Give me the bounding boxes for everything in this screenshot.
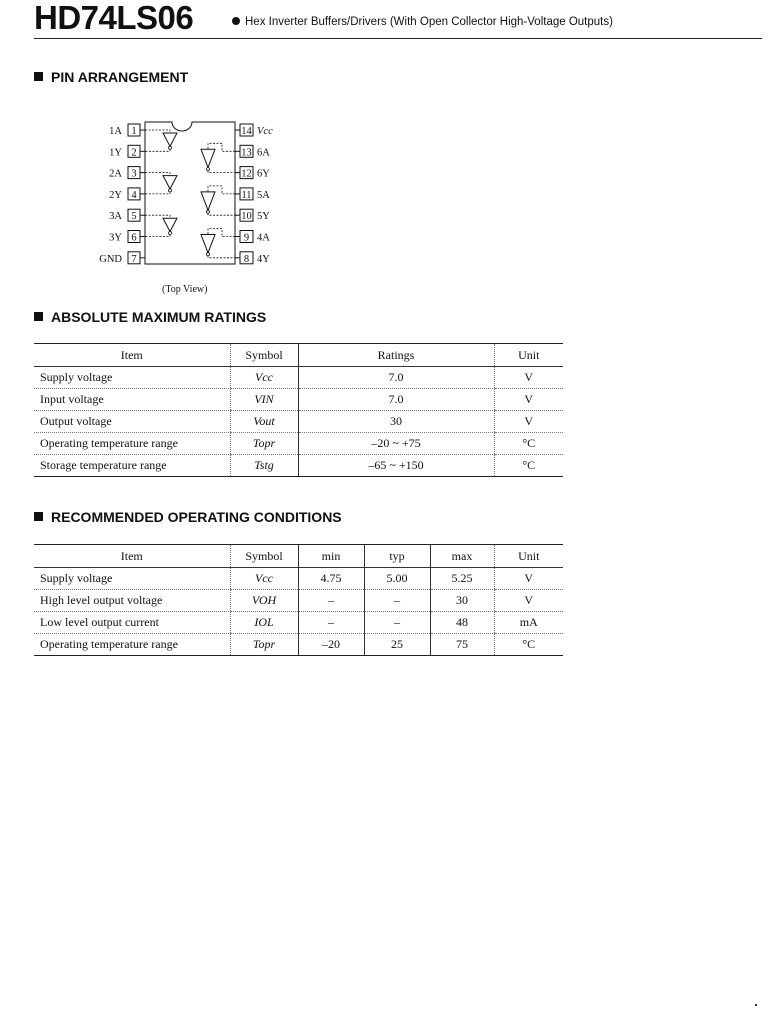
unit-cell: V [494, 590, 563, 612]
table-row [34, 634, 563, 656]
column-header: Item [34, 545, 230, 568]
max-cell: 30 [430, 590, 494, 612]
inverter-bubble [169, 189, 172, 192]
symbol-cell: Vout [230, 411, 298, 433]
gate-wire [145, 149, 170, 151]
inverter-gates [145, 130, 235, 258]
table-header-row [34, 344, 563, 367]
square-bullet-icon [34, 312, 43, 321]
item-cell: High level output voltage [34, 590, 230, 612]
unit-cell: mA [494, 612, 563, 634]
column-header: Ratings [298, 344, 494, 367]
recommended-conditions-table [34, 544, 563, 656]
part-description-text: Hex Inverter Buffers/Drivers (With Open Collector High-Voltage Outputs) [245, 16, 613, 28]
pin-number: 9 [243, 232, 250, 244]
rating-cell: –65 ~ +150 [298, 455, 494, 477]
unit-cell: V [494, 367, 563, 389]
symbol-cell: Vcc [230, 367, 298, 389]
column-header: Unit [494, 545, 563, 568]
max-cell: 75 [430, 634, 494, 656]
table-row [34, 590, 563, 612]
bullet-icon [232, 17, 240, 25]
symbol-cell: VOH [230, 590, 298, 612]
max-cell: 5.25 [430, 568, 494, 590]
pin-number: 13 [241, 147, 252, 159]
pin-label-right: 5A [257, 189, 270, 201]
pin-label-left: 1Y [109, 147, 122, 159]
inverter-bubble [207, 168, 210, 171]
table-row [34, 455, 563, 477]
pin-label-right: 5Y [257, 211, 270, 223]
pin-diagram-svg [90, 112, 300, 282]
pin-label-right: 6A [257, 147, 270, 159]
gate-wire [208, 171, 235, 173]
inverter-gate-icon [201, 149, 215, 167]
pin-number: 4 [131, 189, 137, 201]
top-view-caption: (Top View) [162, 284, 208, 295]
pin-arrangement-heading: PIN ARRANGEMENT [34, 69, 188, 85]
symbol-cell: Vcc [230, 568, 298, 590]
column-header: Symbol [230, 344, 298, 367]
abs-max-ratings-table [34, 343, 563, 477]
table-row [34, 411, 563, 433]
pin-number: 3 [131, 168, 137, 180]
abs-max-heading: ABSOLUTE MAXIMUM RATINGS [34, 309, 266, 325]
part-number: HD74LS06 [34, 0, 194, 36]
typ-cell: – [364, 612, 430, 634]
pin-label-left: GND [99, 253, 122, 265]
item-cell: Supply voltage [34, 367, 230, 389]
pin-label-right: 6Y [257, 168, 270, 180]
item-cell: Output voltage [34, 411, 230, 433]
right-pins [235, 124, 273, 265]
pin-number: 2 [131, 147, 137, 159]
pin-number: 6 [131, 232, 137, 244]
min-cell: – [298, 590, 364, 612]
typ-cell: 25 [364, 634, 430, 656]
square-bullet-icon [34, 72, 43, 81]
column-header: max [430, 545, 494, 568]
unit-cell: °C [494, 455, 563, 477]
typ-cell: 5.00 [364, 568, 430, 590]
pin-diagram [90, 112, 300, 302]
pin-label-right: Vcc [257, 126, 273, 137]
column-header: Item [34, 344, 230, 367]
pin-number: 8 [243, 253, 250, 265]
inverter-bubble [169, 232, 172, 235]
unit-cell: V [494, 389, 563, 411]
table-row [34, 367, 563, 389]
rating-cell: 7.0 [298, 367, 494, 389]
gate-wire [145, 192, 170, 194]
pin-number: 7 [131, 253, 137, 265]
max-cell: 48 [430, 612, 494, 634]
symbol-cell: VIN [230, 389, 298, 411]
pin-number: 1 [131, 126, 137, 137]
pin-label-left: 2A [109, 168, 122, 180]
pin-label-left: 3A [109, 211, 122, 223]
unit-cell: °C [494, 634, 563, 656]
unit-cell: °C [494, 433, 563, 455]
min-cell: –20 [298, 634, 364, 656]
table-row [34, 568, 563, 590]
inverter-bubble [207, 253, 210, 256]
typ-cell: – [364, 590, 430, 612]
symbol-cell: Topr [230, 433, 298, 455]
rating-cell: 30 [298, 411, 494, 433]
item-cell: Supply voltage [34, 568, 230, 590]
symbol-cell: Topr [230, 634, 298, 656]
inverter-gate-icon [163, 218, 177, 231]
gate-wire [208, 256, 235, 258]
inverter-gate-icon [201, 235, 215, 253]
inverter-bubble [207, 210, 210, 213]
table-header-row [34, 545, 563, 568]
pin-number: 5 [131, 211, 137, 223]
pin-label-right: 4Y [257, 253, 270, 265]
column-header: Symbol [230, 545, 298, 568]
table-row [34, 433, 563, 455]
pin-number: 11 [241, 189, 252, 201]
part-description [232, 16, 613, 28]
pin-label-left: 1A [109, 126, 122, 137]
column-header: Unit [494, 344, 563, 367]
column-header: typ [364, 545, 430, 568]
pin-label-left: 2Y [109, 189, 122, 201]
gate-wire [145, 235, 170, 237]
item-cell: Operating temperature range [34, 433, 230, 455]
table-row [34, 612, 563, 634]
symbol-cell: Tstg [230, 455, 298, 477]
square-bullet-icon [34, 512, 43, 521]
min-cell: – [298, 612, 364, 634]
table-row [34, 389, 563, 411]
symbol-cell: IOL [230, 612, 298, 634]
inverter-bubble [169, 146, 172, 149]
scan-speck [755, 1004, 757, 1006]
pin-number: 12 [241, 168, 252, 180]
item-cell: Input voltage [34, 389, 230, 411]
pin-number: 14 [241, 126, 252, 137]
item-cell: Low level output current [34, 612, 230, 634]
item-cell: Operating temperature range [34, 634, 230, 656]
gate-wire [208, 213, 235, 215]
unit-cell: V [494, 568, 563, 590]
rating-cell: 7.0 [298, 389, 494, 411]
column-header: min [298, 545, 364, 568]
roc-heading: RECOMMENDED OPERATING CONDITIONS [34, 509, 342, 525]
document-header [34, 0, 762, 39]
pin-label-left: 3Y [109, 232, 122, 244]
inverter-gate-icon [163, 176, 177, 189]
pin-number: 10 [241, 211, 252, 223]
rating-cell: –20 ~ +75 [298, 433, 494, 455]
inverter-gate-icon [163, 133, 177, 146]
unit-cell: V [494, 411, 563, 433]
inverter-gate-icon [201, 192, 215, 210]
min-cell: 4.75 [298, 568, 364, 590]
left-pins [99, 124, 145, 265]
item-cell: Storage temperature range [34, 455, 230, 477]
pin-label-right: 4A [257, 232, 270, 244]
